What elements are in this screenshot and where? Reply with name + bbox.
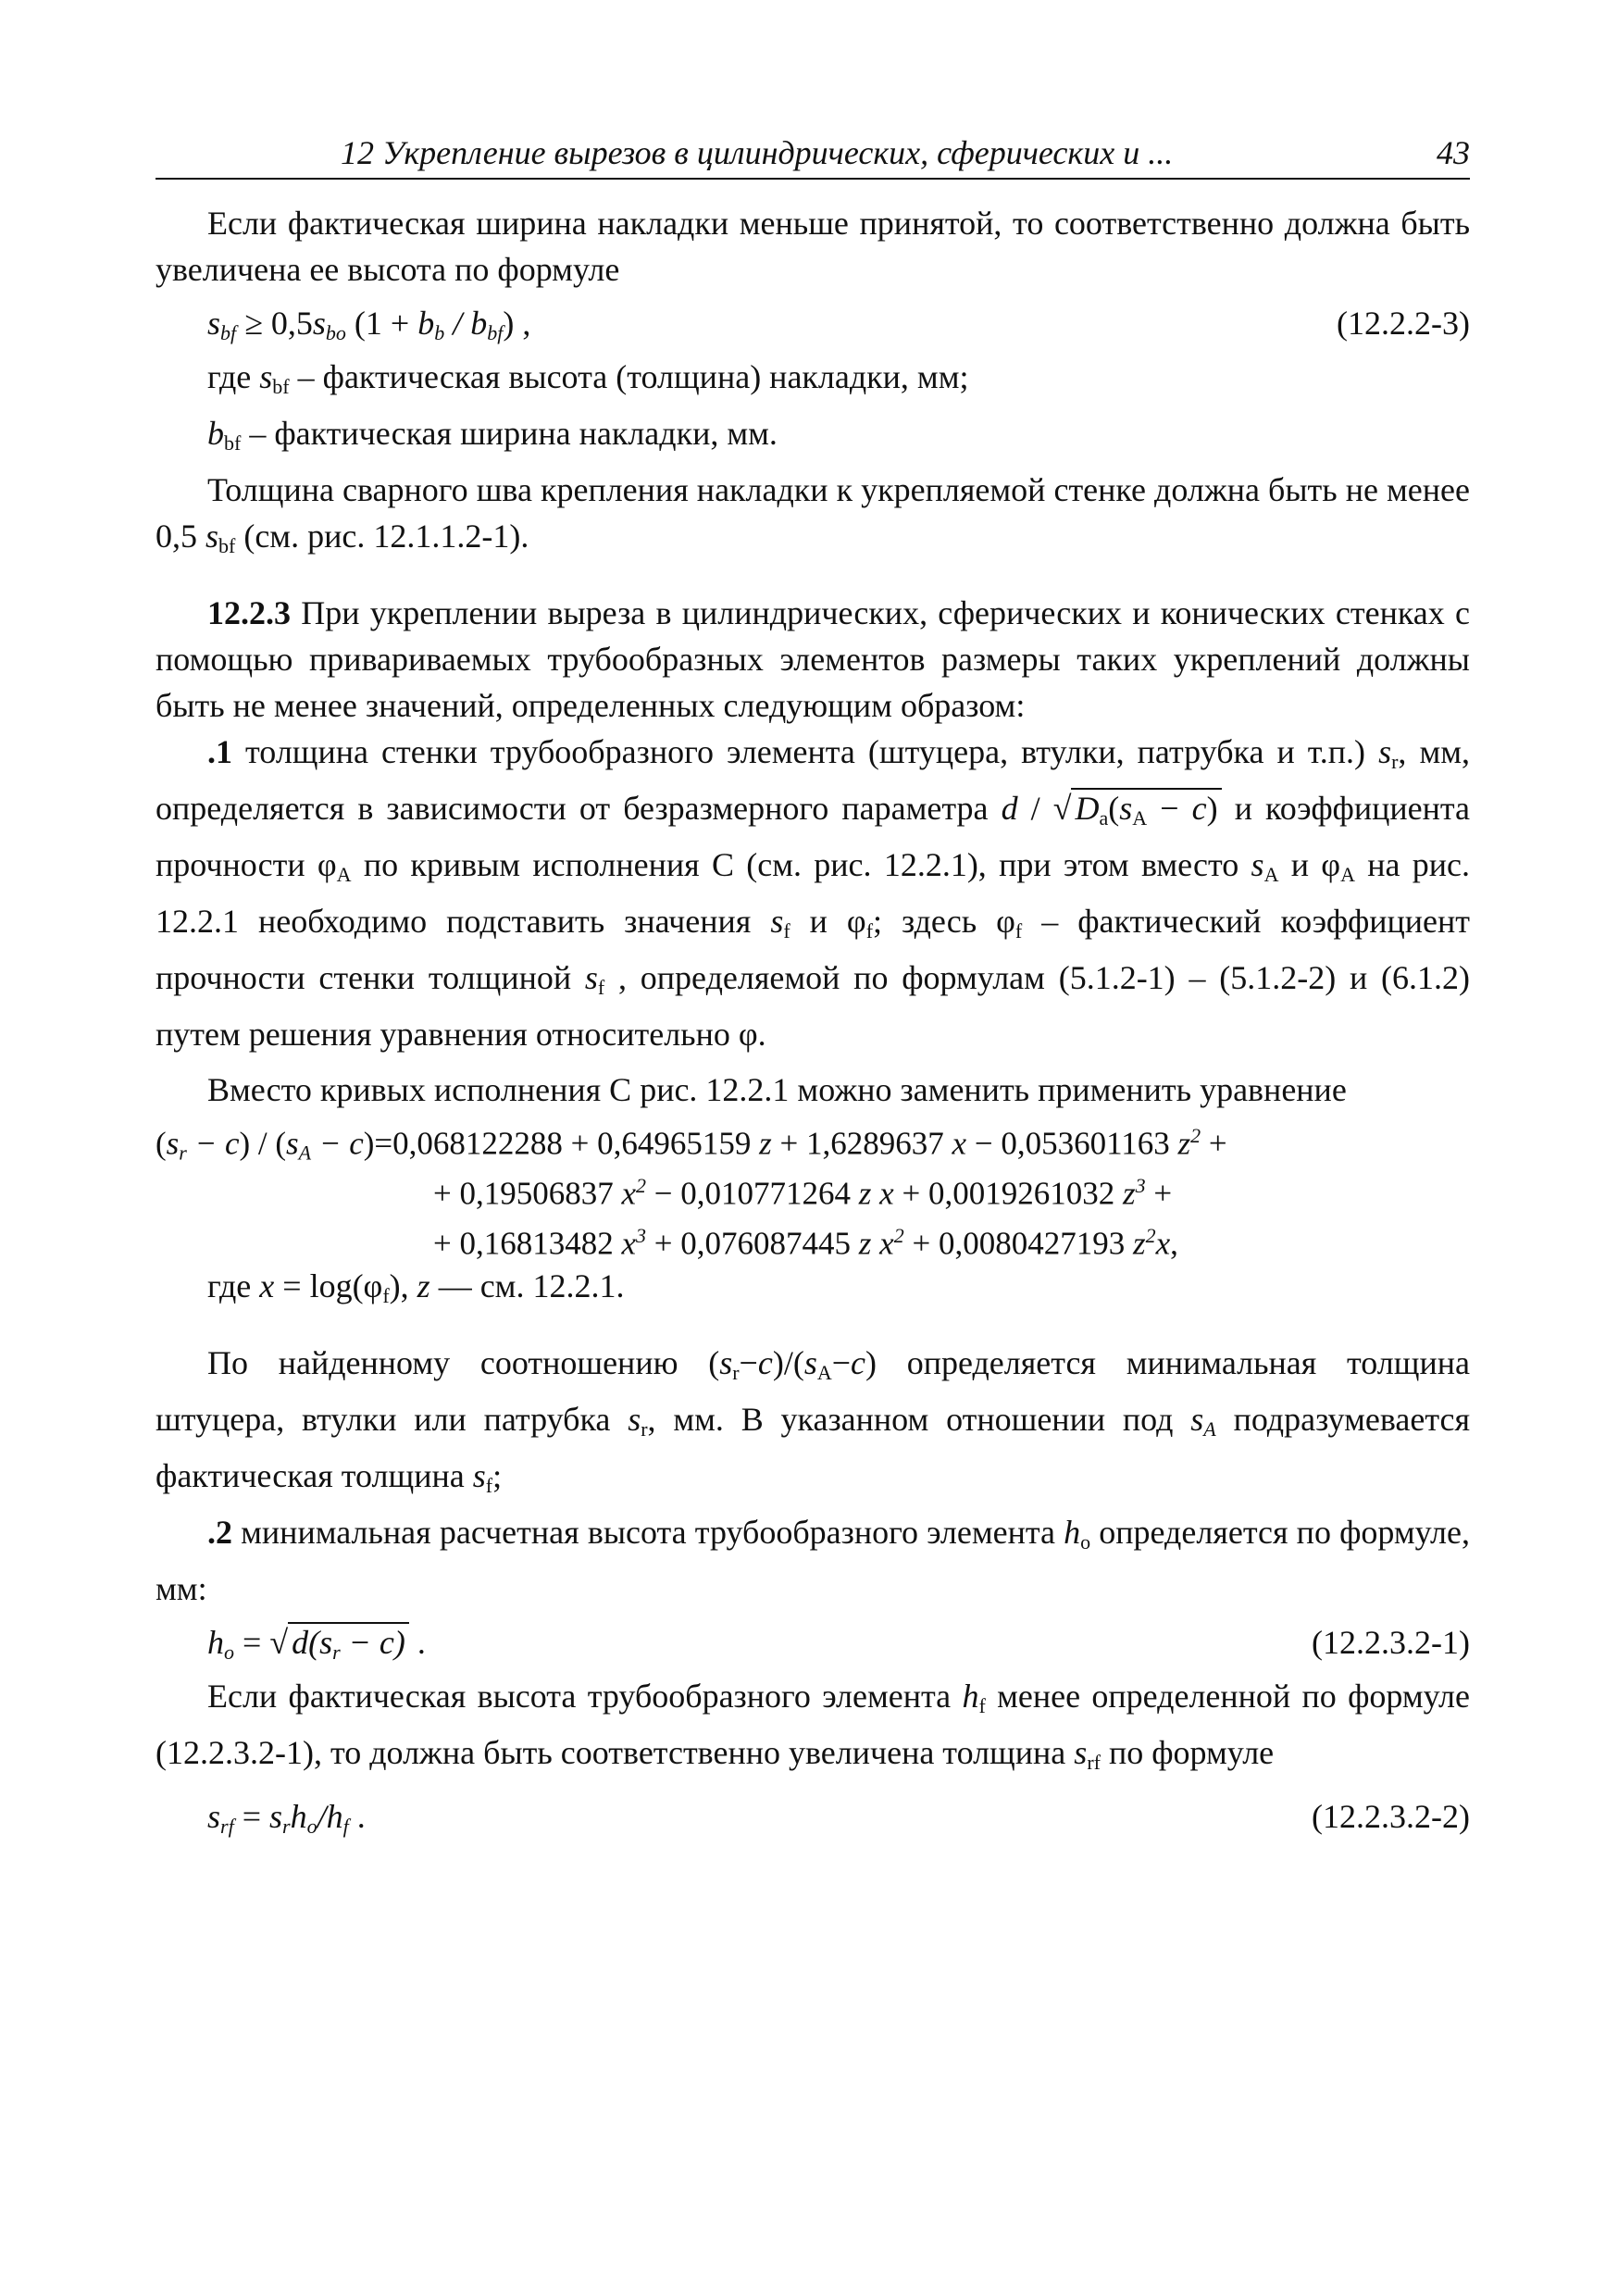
equation-12-2-2-3: [156, 293, 1470, 354]
text-run: При укреплении выреза в цилиндрических, сферических и конических стенках с помощью привариваемых трубообразных элементов размеры таких укреплений должны быть не менее значений, определенных следующим образом:: [156, 594, 1470, 724]
def-text: — см. 12.2.1.: [438, 1267, 625, 1304]
text-run: , мм, определяется в зависимости от безразмерного параметра: [156, 733, 1471, 827]
equation-number: (12.2.2-3): [1337, 305, 1470, 342]
text-run: По найденному соотношению: [207, 1344, 678, 1381]
equation-12-2-3-2-1: [156, 1612, 1470, 1673]
item-number: .1: [207, 733, 232, 770]
equation-number: (12.2.3.2-1): [1312, 1624, 1470, 1661]
equation-line: + 0,16813482 $x^3 + 0,076087445$ z $x^2 + 0,0080427193$ $z^2x$,: [433, 1224, 1178, 1262]
text-run: (см. рис. 12.1.1.2-1).: [243, 518, 529, 555]
text-run: Если фактическая высота трубообразного элемента: [207, 1678, 952, 1715]
text-run: – фактический коэффициент прочности стенки толщиной: [156, 903, 1471, 996]
running-header: [156, 130, 1470, 180]
def-text: – фактическая ширина накладки, мм.: [249, 415, 778, 452]
definition-line: где $s_{bf}$ – фактическая высота (толщина) накладки, мм;: [207, 358, 969, 398]
text-run: Толщина сварного шва крепления накладки к укрепляемой стенке должна быть не менее 0,5: [156, 471, 1470, 555]
equation-formula: $h_o$ = √ $d(s_r - c)$ .: [207, 1624, 426, 1664]
text-run: , мм. В указанном отношении под: [647, 1401, 1174, 1438]
text-run: подразумевается фактическая толщина: [156, 1401, 1471, 1494]
document-page: [156, 130, 1470, 1847]
equation-formula: $s_{bf} \ge 0,5s_{bo}$ $(1 + b_b / b_{bf})$ ,: [207, 305, 531, 344]
section-paragraph: [156, 590, 1470, 729]
equation-number: (12.2.3.2-2): [1312, 1798, 1470, 1835]
def-prefix: где: [207, 1267, 252, 1304]
def-prefix: где: [207, 358, 252, 395]
paragraph: Если фактическая высота трубообразного элемента $h_f$ менее определенной по формуле (12.2.3.2-1), то должна быть соответственно увеличена толщина $s_{rf}$ по формуле: [156, 1678, 1470, 1774]
equation-formula: $s_{rf} = s_rh_o/h_f$ .: [207, 1798, 366, 1838]
text-run: минимальная расчетная высота трубообразного элемента: [241, 1514, 1056, 1551]
text-run: и φ: [1290, 846, 1341, 883]
body-text: [156, 200, 1470, 1847]
equation-12-2-3-2-2: [156, 1786, 1470, 1847]
equation-line: + 0,19506837 $x^2 - 0,010771264$ z x + 0,0019261032 $z^3$ +: [433, 1174, 1173, 1212]
header-title: 12 Укрепление вырезов в цилиндрических, сферических и ...: [341, 134, 1174, 171]
equation-regression: [156, 1113, 1470, 1263]
section-number: 12.2.3: [207, 594, 291, 631]
paragraph: Толщина сварного шва крепления накладки к укрепляемой стенке должна быть не менее 0,5 $s_{bf}$ (см. рис. 12.1.1.2-1).: [156, 471, 1470, 557]
list-item: .1 толщина стенки трубообразного элемента (штуцера, втулки, патрубка и т.п.) $s_r$, мм, определяется в зависимости от безразмерного параметра d / √ $D_a(s_A - c)$ и коэффициента прочности $\varphi_A$ по кривым исполнения C (см. рис. 12.2.1), при этом вместо $s_A$ и $\varphi_A$ на рис. 12.2.1 необходимо подставить значения $s_f$ и $\varphi_f$; здесь $\varphi_f$ – фактический коэффициент прочности стенки толщиной $s_f$ , определяемой по формулам (5.1.2-1) – (5.1.2-2) и (6.1.2) путем решения уравнения относительно φ.: [156, 733, 1471, 1053]
definition-line: где $x = \log(\varphi_f)$, z — см. 12.2.1.: [207, 1267, 625, 1307]
paragraph: Если фактическая ширина накладки меньше принятой, то соответственно должна быть увеличена ее высота по формуле: [156, 205, 1470, 288]
text-run: ; здесь φ: [873, 903, 1015, 940]
list-item: .2 минимальная расчетная высота трубообразного элемента $h_o$ определяется по формуле, мм:: [156, 1514, 1470, 1607]
text-run: по формуле: [1108, 1734, 1275, 1771]
definition-line: $b_{bf}$ – фактическая ширина накладки, мм.: [207, 415, 778, 455]
text-run: менее определенной по формуле (12.2.3.2-1), то должна быть соответственно увеличена толщина: [156, 1678, 1470, 1771]
paragraph: По найденному соотношению $(s_r-c)/(s_A-c)$ определяется минимальная толщина штуцера, втулки или патрубка $s_r$, мм. В указанном отношении под $s_A$ подразумевается фактическая толщина $s_f$;: [156, 1344, 1471, 1497]
def-text: – фактическая высота (толщина) накладки, мм;: [297, 358, 969, 395]
paragraph: Вместо кривых исполнения C рис. 12.2.1 можно заменить применить уравнение: [207, 1071, 1347, 1108]
equation-line: $(s_r - c) / (s_A - c)=0,068122288 + 0,64965159$ z + 1,6289637 x − 0,053601163 $z^2$ +: [156, 1124, 1227, 1165]
page-number: 43: [1437, 134, 1470, 171]
text-run: , определяемой по формулам (5.1.2-1) – (5.1.2-2) и (6.1.2) путем решения уравнения относительно φ.: [156, 959, 1470, 1053]
item-number: .2: [207, 1514, 232, 1551]
text-run: толщина стенки трубообразного элемента (штуцера, втулки, патрубка и т.п.): [245, 733, 1366, 770]
text-run: и коэффициента прочности φ: [156, 790, 1471, 883]
text-run: и φ: [809, 903, 866, 940]
text-run: по кривым исполнения C (см. рис. 12.2.1), при этом вместо: [363, 846, 1239, 883]
text-run: определяется по формуле, мм:: [156, 1514, 1470, 1607]
text-run: на рис. 12.2.1 необходимо подставить значения: [156, 846, 1471, 940]
text-run: определяется минимальная толщина штуцера, втулки или патрубка: [156, 1344, 1470, 1438]
